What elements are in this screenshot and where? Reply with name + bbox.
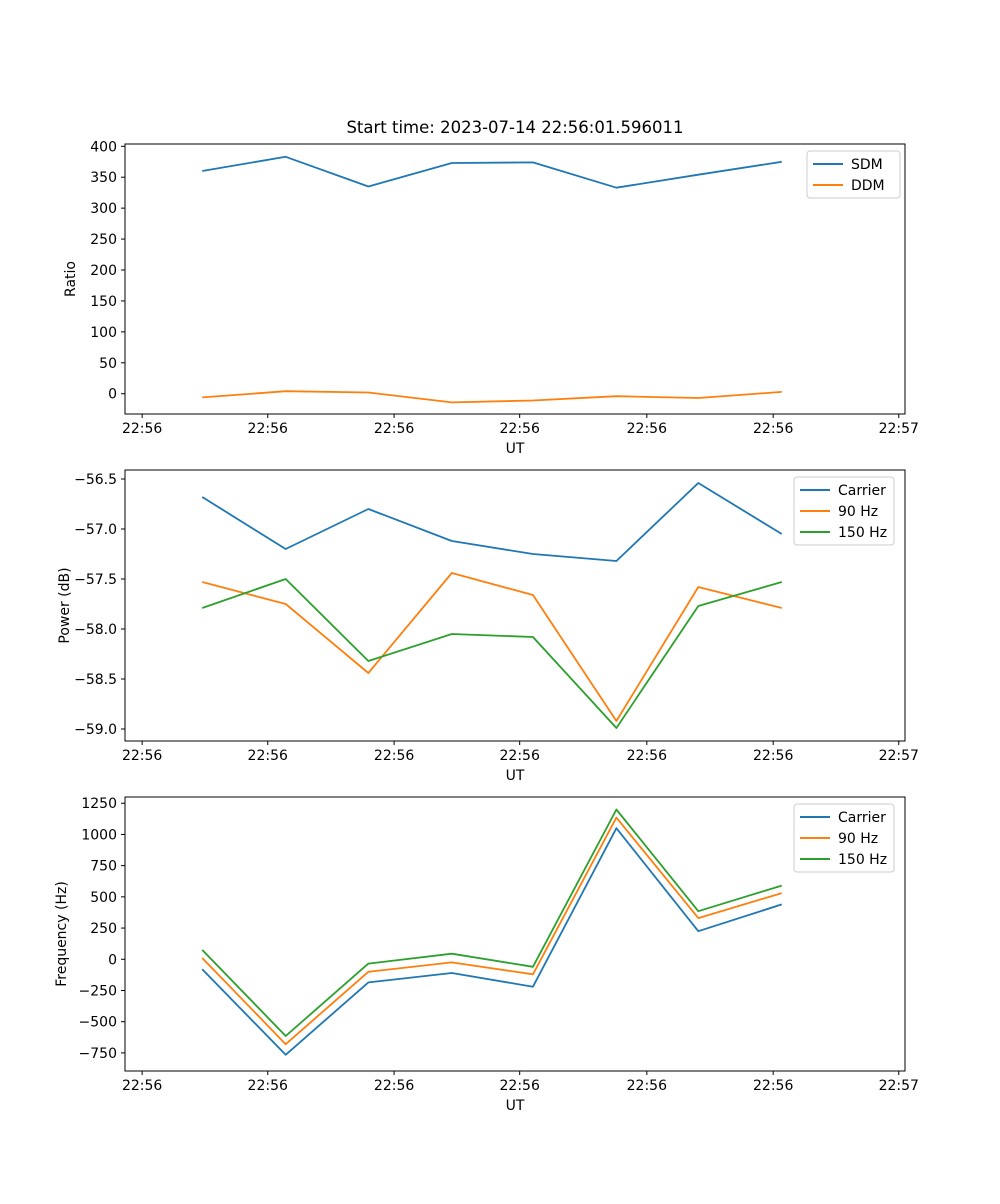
y-tick-label: 400 — [90, 139, 117, 156]
x-tick-label: 22:56 — [373, 748, 415, 764]
x-axis-label: UT — [505, 441, 525, 457]
y-axis-label: Ratio — [63, 261, 79, 297]
x-tick-label: 22:56 — [247, 748, 288, 764]
x-tick-label: 22:56 — [373, 421, 415, 437]
axes-frame — [125, 797, 905, 1071]
series-line-90-hz — [202, 818, 782, 1045]
x-tick-label: 22:57 — [878, 1078, 919, 1094]
x-tick-label: 22:56 — [247, 421, 288, 437]
axes-frame — [125, 470, 905, 741]
series-line-carrier — [202, 483, 782, 561]
x-tick-label: 22:56 — [626, 421, 667, 437]
y-tick-label: −58.5 — [74, 672, 117, 688]
y-axis-label: Power (dB) — [57, 567, 73, 644]
plot-ratio — [63, 139, 919, 457]
y-tick-label: −250 — [78, 983, 117, 1000]
y-tick-label: 50 — [99, 355, 117, 372]
series-line-carrier — [202, 828, 782, 1055]
y-tick-label: 250 — [90, 921, 117, 938]
x-tick-label: 22:57 — [878, 748, 919, 764]
legend-label: SDM — [851, 157, 883, 173]
x-tick-label: 22:56 — [247, 1078, 288, 1094]
y-tick-label: 150 — [90, 293, 117, 310]
x-tick-label: 22:56 — [626, 1078, 667, 1094]
legend — [794, 477, 894, 545]
y-tick-label: 350 — [90, 170, 117, 187]
y-tick-label: 500 — [90, 889, 117, 906]
legend-label: DDM — [851, 178, 885, 194]
x-tick-label: 22:56 — [753, 1078, 794, 1094]
x-tick-label: 22:56 — [753, 421, 794, 437]
x-tick-label: 22:56 — [121, 748, 163, 764]
series-line-ddm — [202, 391, 782, 402]
legend-label: 150 Hz — [838, 852, 888, 868]
x-tick-label: 22:56 — [626, 748, 667, 764]
x-tick-label: 22:56 — [499, 421, 540, 437]
series-line-sdm — [202, 157, 782, 188]
y-tick-label: 750 — [90, 858, 117, 875]
y-tick-label: 0 — [108, 952, 117, 969]
legend-label: Carrier — [838, 810, 886, 826]
legend-label: 150 Hz — [838, 525, 888, 541]
y-tick-label: −59.0 — [74, 722, 117, 738]
y-tick-label: −57.0 — [74, 522, 117, 538]
axes-frame — [125, 144, 905, 414]
x-axis-label: UT — [505, 1098, 525, 1114]
x-tick-label: 22:56 — [121, 421, 163, 437]
legend-label: Carrier — [838, 483, 886, 499]
y-tick-label: −58.0 — [74, 622, 117, 638]
x-tick-label: 22:56 — [373, 1078, 415, 1094]
y-tick-label: 100 — [90, 324, 117, 341]
figure-title: Start time: 2023-07-14 22:56:01.596011 — [346, 118, 684, 137]
legend — [794, 804, 894, 872]
y-tick-label: −57.5 — [74, 572, 117, 588]
series-line-90-hz — [202, 573, 782, 721]
legend — [807, 151, 900, 198]
y-tick-label: 250 — [90, 232, 117, 249]
series-line-150-hz — [202, 810, 782, 1037]
x-tick-label: 22:56 — [753, 748, 794, 764]
legend-label: 90 Hz — [838, 504, 879, 520]
plot-power — [57, 470, 919, 784]
y-tick-label: −500 — [78, 1014, 117, 1031]
y-tick-label: 1000 — [81, 827, 117, 844]
legend-label: 90 Hz — [838, 831, 879, 847]
y-tick-label: 0 — [108, 386, 117, 403]
x-tick-label: 22:56 — [499, 748, 540, 764]
x-tick-label: 22:57 — [878, 421, 919, 437]
x-axis-label: UT — [505, 768, 525, 784]
y-axis-label: Frequency (Hz) — [54, 881, 70, 987]
series-line-150-hz — [202, 579, 782, 728]
y-tick-label: −56.5 — [74, 472, 117, 488]
plot-frequency — [54, 796, 919, 1114]
y-tick-label: 200 — [90, 263, 117, 279]
y-tick-label: 1250 — [81, 796, 117, 813]
y-tick-label: 300 — [90, 201, 117, 218]
y-tick-label: −750 — [78, 1045, 117, 1062]
x-tick-label: 22:56 — [499, 1078, 540, 1094]
x-tick-label: 22:56 — [121, 1078, 163, 1094]
